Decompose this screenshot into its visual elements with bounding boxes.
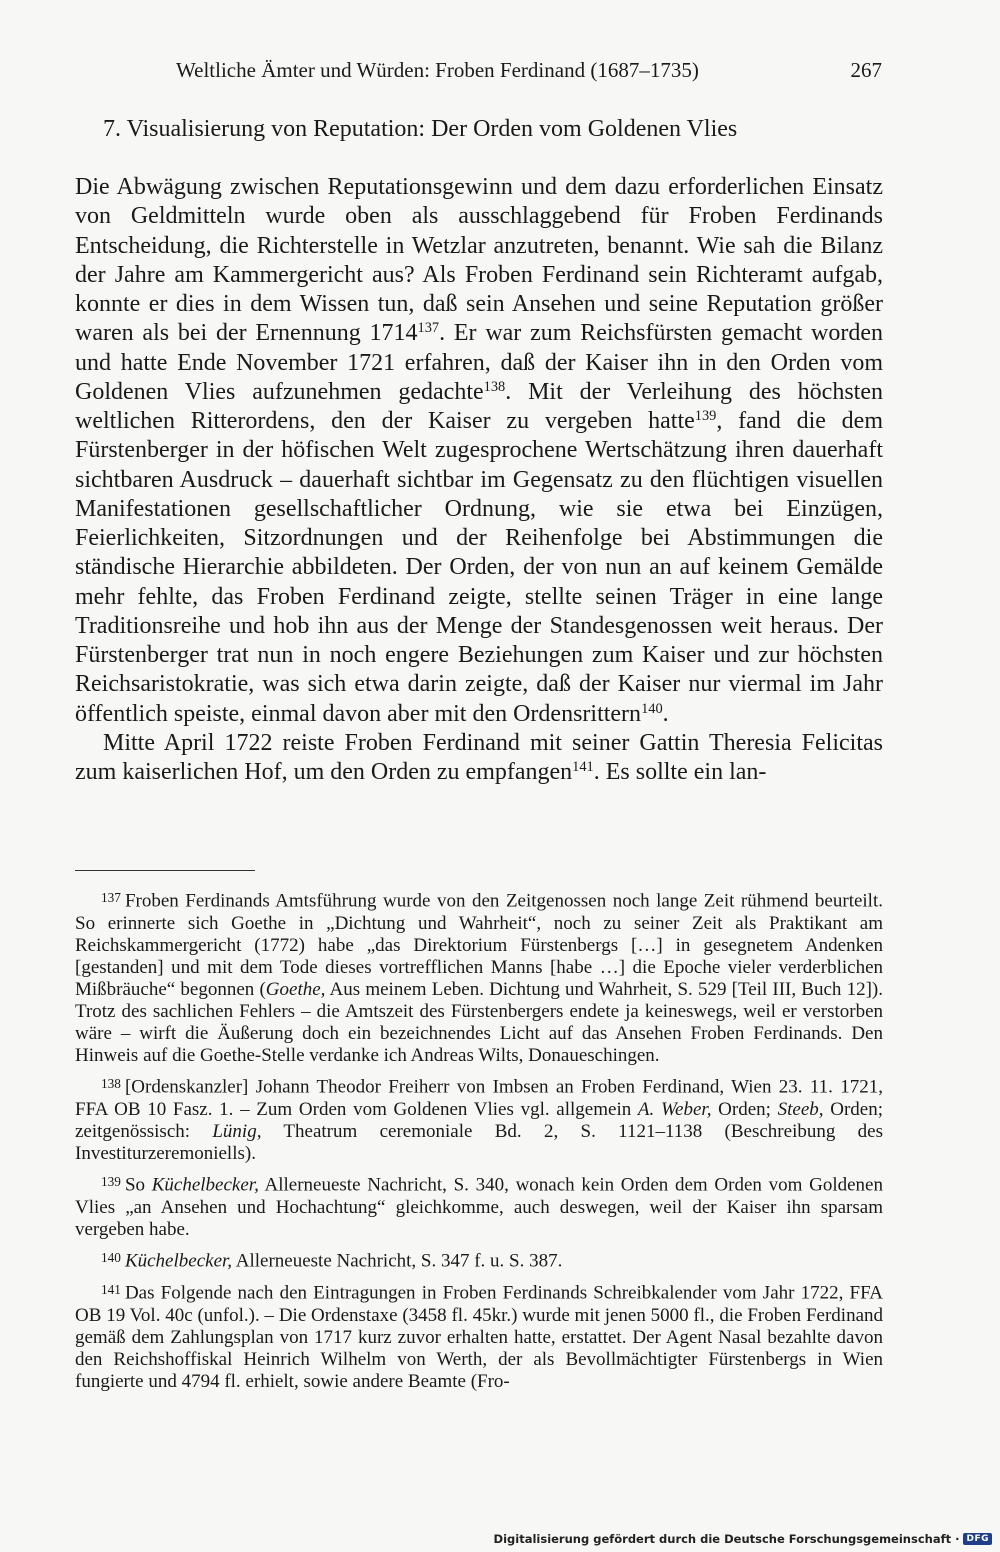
footnote-ref[interactable]: 139 xyxy=(694,408,717,425)
section-title: 7. Visualisierung von Reputation: Der Orden vom Goldenen Vlies xyxy=(103,116,738,142)
footnote-ref[interactable]: 137 xyxy=(417,320,440,337)
footnote-separator xyxy=(75,870,255,871)
footnote-138: $^{138}$ [Ordenskanzler] Johann Theodor Freiherr von Imbsen an Froben Ferdinand, Wien 23. 11. 1721, FFA OB 10 Fasz. 1. – Zum Orden vom Goldenen Vlies vgl. allgemein A. Weber, Orden; Steeb, Orden; zeitgenössisch: Lünig, Theatrum ceremoniale Bd. 2, S. 1121–1138 (Beschreibung des Investiturzeremoniells). xyxy=(75,1076,884,1165)
footnote-140: $^{140}$ Küchelbecker, Allerneueste Nachricht, S. 347 f. u. S. 387. xyxy=(101,1250,563,1272)
footnotes xyxy=(75,887,883,1399)
footnote-141: $^{141}$ Das Folgende nach den Eintragungen in Froben Ferdinands Schreibkalender vom Jahr 1722, FFA OB 19 Vol. 40c (unfol.). – Die Ordenstaxe (3458 fl. 45kr.) wurde mit jenen 5000 fl., die Froben Ferdinand gemäß dem Zahlungsplan von 1717 kurz zuvor erhalten hatte, erstattet. Der Agent Nasal bezahlte davon den Reichshoffiskal Heinrich Wilhelm von Werth, der als Bevollmächtigter Fürstenbergs in Wien fungierte und 4794 fl. erhielt, sowie andere Beamte (Fro- xyxy=(75,1282,883,1393)
dfg-logo-icon: DFG xyxy=(963,1533,992,1545)
page-number: 267 xyxy=(850,58,882,82)
main-text xyxy=(75,173,883,787)
footnote-139: $^{139}$ So Küchelbecker, Allerneueste Nachricht, S. 340, wonach kein Orden dem Orden vom Goldenen Vlies „an Ansehen und Hochachtung“ gleichkomme, auch deswegen, weil der Kaiser ihn sparsam vergeben habe. xyxy=(75,1174,883,1241)
footnote-ref[interactable]: 138 xyxy=(483,378,506,395)
footnote-ref[interactable]: 140 xyxy=(641,700,663,717)
credit-text: Digitalisierung gefördert durch die Deutsche Forschungsgemeinschaft · xyxy=(493,1532,960,1546)
footnote-ref[interactable]: 141 xyxy=(572,759,594,776)
running-header xyxy=(176,58,882,88)
digitization-credit xyxy=(494,1532,992,1546)
running-title: Weltliche Ämter und Würden: Froben Ferdinand (1687–1735) xyxy=(176,58,699,82)
paragraph: Die Abwägung zwischen Reputationsgewinn und dem dazu erforderlichen Einsatz von Geldmitteln wurde oben als ausschlaggebend für Froben Ferdinands Entscheidung, die Richterstelle in Wetzlar anzutreten, benannt. Wie sah die Bilanz der Jahre am Kammergericht aus? Als Froben Ferdinand sein Richteramt aufgab, konnte er dies in dem Wissen tun, daß sein Ansehen und seine Reputation größer waren als bei der Ernennung 1714$^{137}$. Er war zum Reichsfürsten gemacht worden und hatte Ende November 1721 erfahren, daß der Kaiser ihn in den Orden vom Goldenen Vlies aufzunehmen gedachte$^{138}$. Mit der Verleihung des höchsten weltlichen Ritterordens, den der Kaiser zu vergeben hatte$^{139}$, fand die dem Fürstenberger in der höfischen Welt zugesprochene Wertschätzung ihren dauerhaft sichtbaren Ausdruck – dauerhaft sichtbar im Gegensatz zu den flüchtigen visuellen Manifestationen gesellschaftlicher Ordnung, wie sie etwa bei Einzügen, Feierlichkeiten, Sitzordnungen und der Reihenfolge bei Abstimmungen die ständische Hierarchie abbildeten. Der Orden, der von nun an auf keinem Gemälde mehr fehlte, das Froben Ferdinand zeigte, stellte seinen Träger in eine lange Traditionsreihe und hob ihn aus der Menge der Standesgenossen weit heraus. Der Fürstenberger trat nun in noch engere Beziehungen zum Kaiser und zur höchsten Reichsaristokratie, was sich etwa darin zeigte, daß der Kaiser nur viermal im Jahr öffentlich speiste, einmal davon aber mit den Ordensrittern$^{140}$. xyxy=(75,174,883,727)
paragraph: Mitte April 1722 reiste Froben Ferdinand mit seiner Gattin Theresia Felicitas zum kaiserlichen Hof, um den Orden zu empfangen$^{141}$. Es sollte ein lan- xyxy=(75,729,883,785)
footnote-137: $^{137}$ Froben Ferdinands Amtsführung wurde von den Zeitgenossen noch lange Zeit rühmend beurteilt. So erinnerte sich Goethe in „Dichtung und Wahrheit“, noch zu seiner Zeit als Praktikant am Reichskammergericht (1772) habe „das Direktorium Fürstenbergs […] in gesegnetem Andenken [gestanden] und mit dem Tode dieses vortrefflichen Manns [habe …] die Epoche vieler verderblichen Mißbräuche“ begonnen (Goethe, Aus meinem Leben. Dichtung und Wahrheit, S. 529 [Teil III, Buch 12]). Trotz des sachlichen Fehlers – die Amtszeit des Fürstenbergers endete ja keineswegs, weil er verstorben wäre – wirft die Äußerung doch ein bezeichnendes Licht auf das Ansehen Froben Ferdinands. Den Hinweis auf die Goethe-Stelle verdanke ich Andreas Wilts, Donaueschingen. xyxy=(75,890,883,1067)
